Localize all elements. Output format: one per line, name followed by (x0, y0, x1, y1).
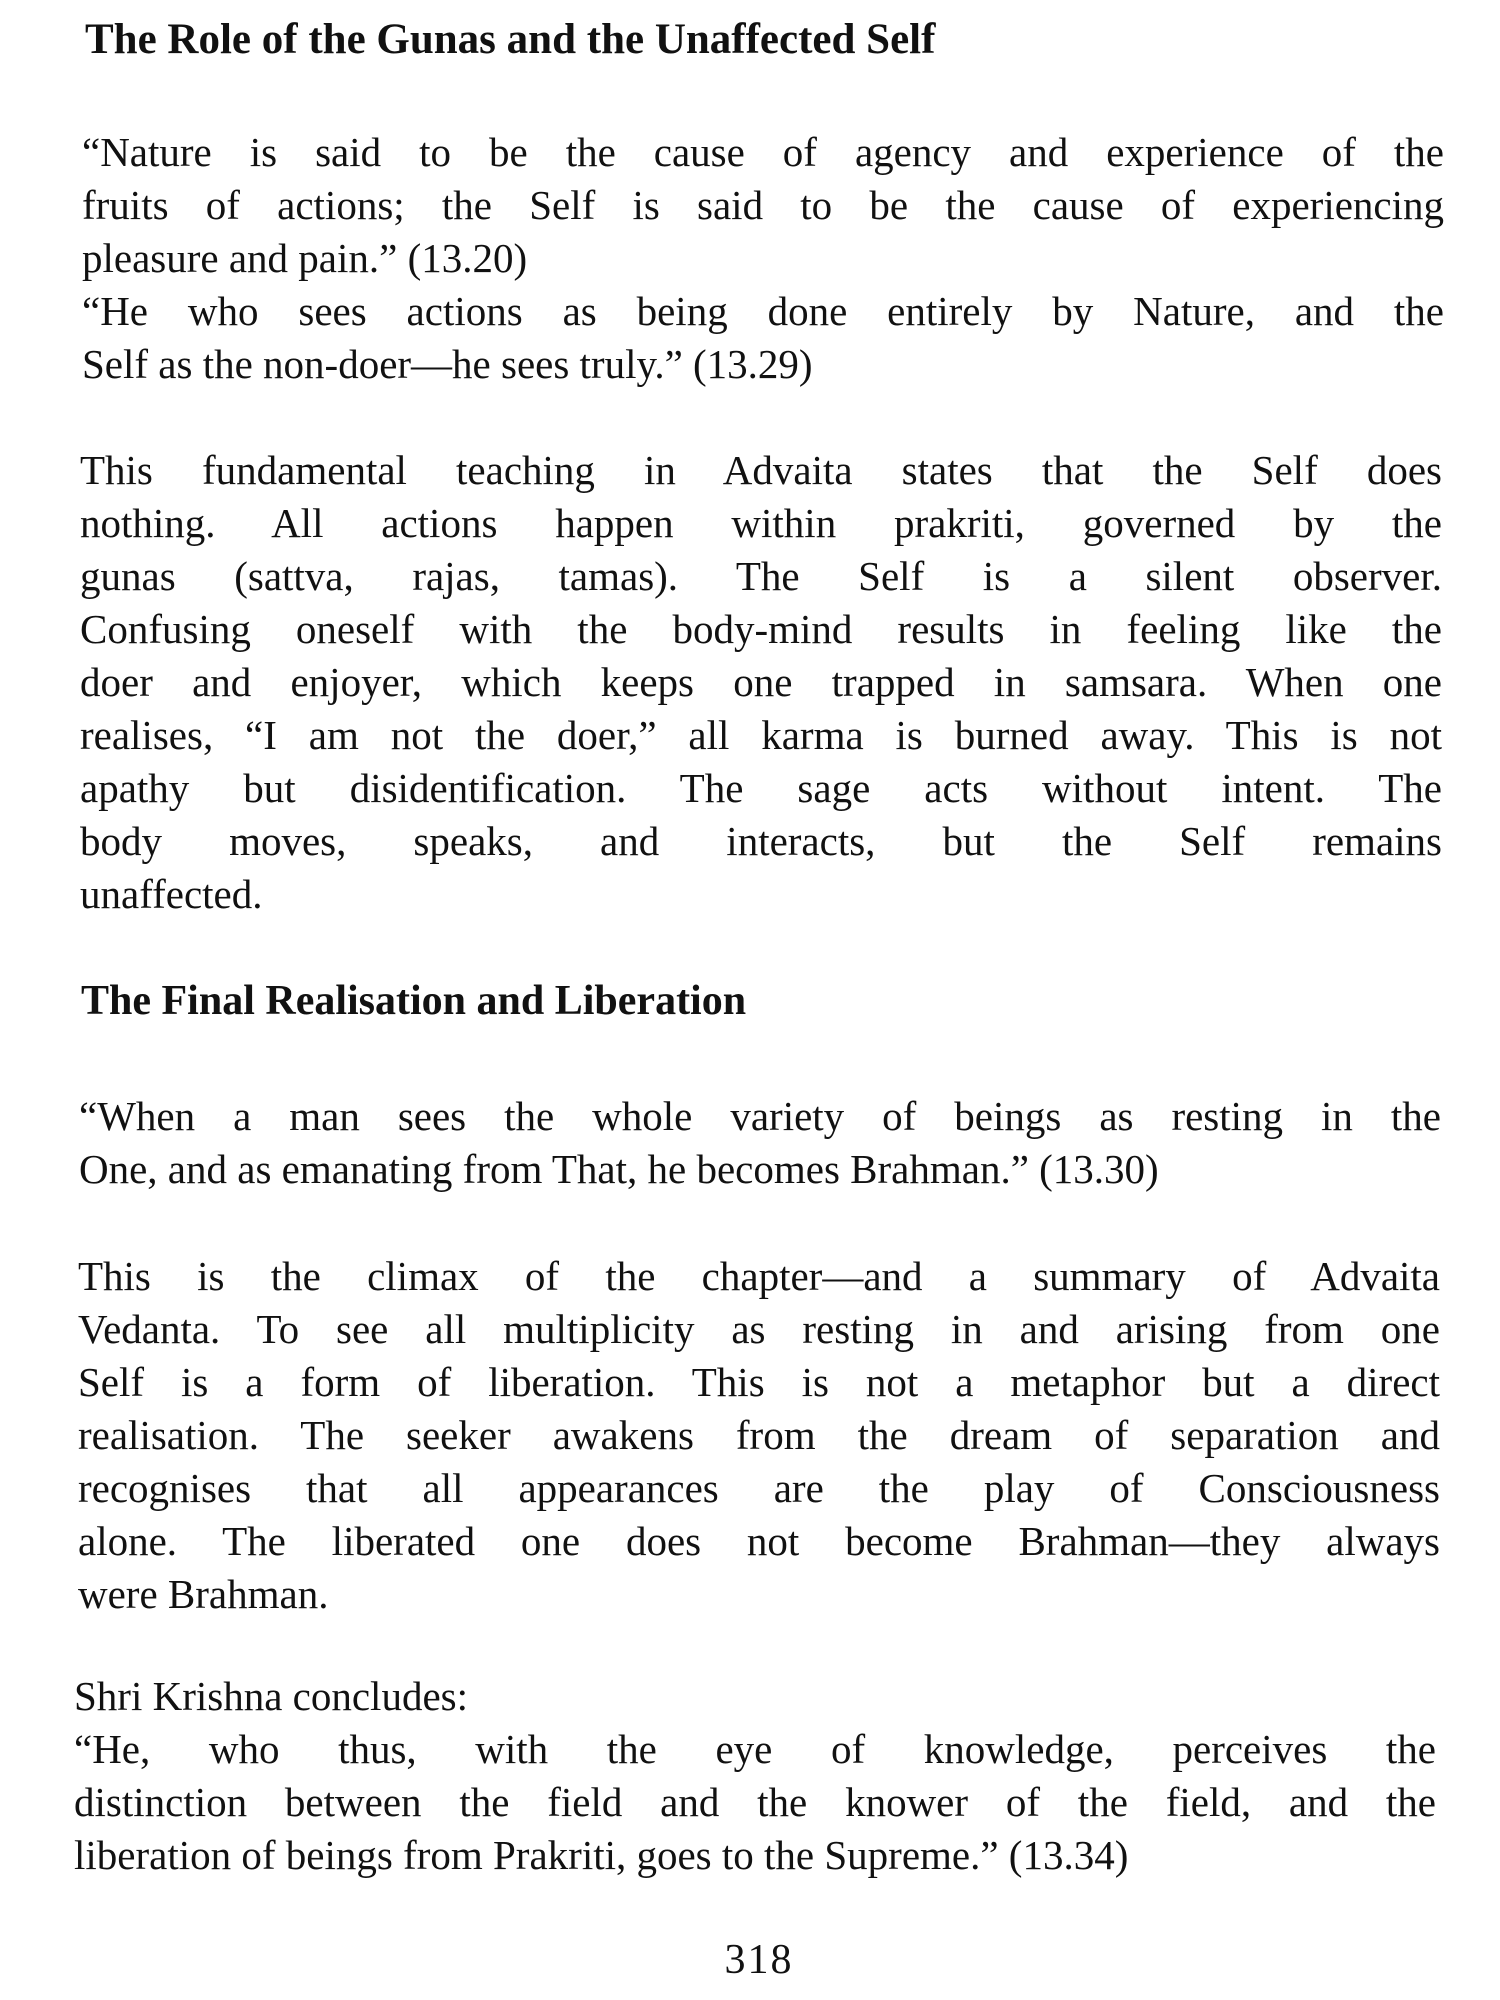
page-number: 318 (724, 1937, 794, 1983)
text-line: “He, who thus, with the eye of knowledge, perceives the (74, 1726, 1436, 1772)
text-line: “When a man sees the whole variety of beings as resting in the (79, 1093, 1441, 1139)
text-line: doer and enjoyer, which keeps one trapped in samsara. When one (80, 659, 1442, 705)
text-line: apathy but disidentification. The sage acts without intent. The (80, 765, 1442, 811)
text-line: Self as the non-doer—he sees truly.” (13.29) (82, 341, 813, 387)
text-line: Vedanta. To see all multiplicity as resting in and arising from one (78, 1306, 1440, 1352)
text-line: unaffected. (80, 871, 263, 917)
text-line: realisation. The seeker awakens from the dream of separation and (78, 1412, 1440, 1458)
text-line: liberation of beings from Prakriti, goes to the Supreme.” (13.34) (74, 1832, 1129, 1878)
text-line: gunas (sattva, rajas, tamas). The Self is a silent observer. (80, 553, 1442, 599)
text-line: One, and as emanating from That, he becomes Brahman.” (13.30) (79, 1146, 1159, 1192)
text-line: Shri Krishna concludes: (74, 1673, 468, 1719)
text-line: realises, “I am not the doer,” all karma is burned away. This is not (80, 712, 1442, 758)
text-line: Self is a form of liberation. This is not a metaphor but a direct (78, 1359, 1440, 1405)
section-heading-liberation: The Final Realisation and Liberation (81, 978, 747, 1024)
text-line: pleasure and pain.” (13.20) (82, 235, 528, 281)
gita-quote-13-20 (82, 126, 1444, 285)
text-line: body moves, speaks, and interacts, but the Self remains (80, 818, 1442, 864)
quote-intro (74, 1670, 1436, 1723)
text-line: fruits of actions; the Self is said to be the cause of experiencing (82, 182, 1444, 228)
text-line: recognises that all appearances are the play of Consciousness (78, 1465, 1440, 1511)
gita-quote-13-34 (74, 1723, 1436, 1882)
commentary-paragraph-gunas (80, 444, 1442, 921)
book-page (74, 0, 1444, 2000)
text-line: alone. The liberated one does not become Brahman—they always (78, 1518, 1440, 1564)
text-line: Confusing oneself with the body-mind results in feeling like the (80, 606, 1442, 652)
commentary-paragraph-liberation (78, 1250, 1440, 1621)
text-line: were Brahman. (78, 1571, 329, 1617)
section-heading-gunas: The Role of the Gunas and the Unaffected Self (85, 16, 936, 63)
text-line: “He who sees actions as being done entirely by Nature, and the (82, 288, 1444, 334)
gita-quote-13-30 (79, 1090, 1441, 1196)
text-line: “Nature is said to be the cause of agency and experience of the (82, 129, 1444, 175)
text-line: This is the climax of the chapter—and a summary of Advaita (78, 1253, 1440, 1299)
text-line: nothing. All actions happen within prakriti, governed by the (80, 500, 1442, 546)
text-line: distinction between the field and the knower of the field, and the (74, 1779, 1436, 1825)
gita-quote-13-29 (82, 285, 1444, 391)
text-line: This fundamental teaching in Advaita states that the Self does (80, 447, 1442, 493)
